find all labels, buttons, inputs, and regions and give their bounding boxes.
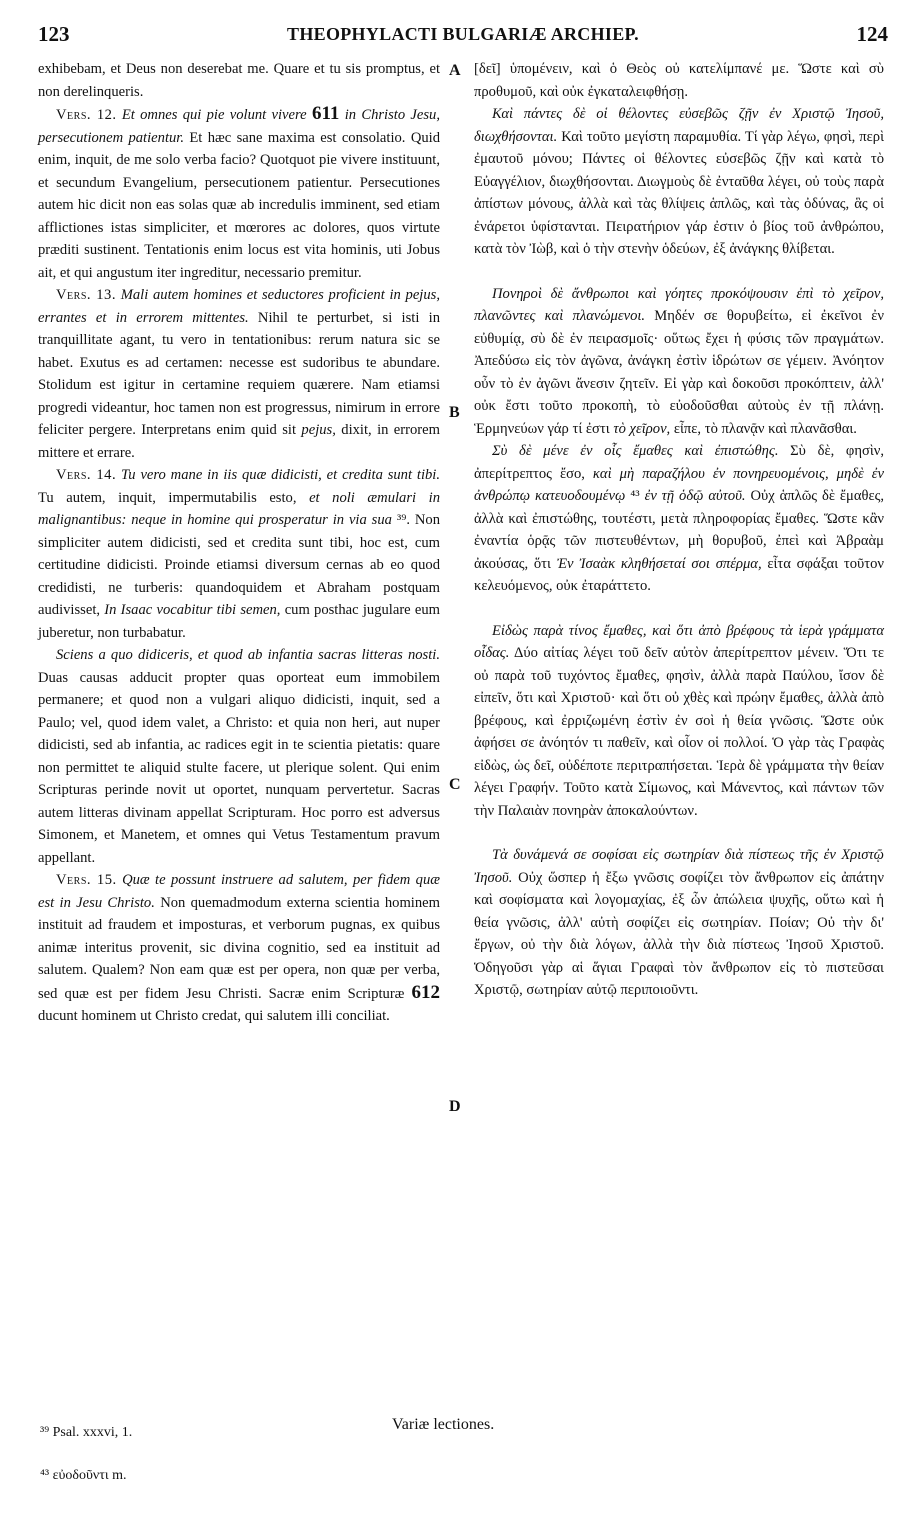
latin-verse-14: Vers. 14. Tu vero mane in iis quæ didicisti, et credita sunt tibi. Tu autem, inquit, impermutabilis esto, et noli æmulari in malignantibus: neque in homine qui prosperatur in via sua ³⁹. Non simpliciter autem didicisti, sed et credita sunt tibi, hoc est, cum certitudine didicisti. Proinde etiamsi diversum cernas ab eo quod credidisti, ne turberis: quandoquidem et Abraham postquam audivisset, In Isaac vocabitur tibi semen, cum posthac jugulare eum juberetur, non turbabatur.: [38, 467, 441, 641]
footnote-latin: ³⁹ Psal. xxxvi, 1.: [40, 1425, 133, 1440]
greek-verse-14: Σὺ δὲ μένε ἐν οἷς ἔμαθες καὶ ἐπιστώθης. Σὺ δὲ, φησὶν, ἀπερίτρεπτος ἔσο, καὶ μὴ παραζήλου ἐν πονηρευομένοις, μηδὲ ἐν ἀνθρώπῳ κατευοδουμένῳ ⁴³ ἐν τῇ ὁδῷ αὐτοῦ. Οὐχ ἁπλῶς δὲ ἔμαθες, ἀλλὰ καὶ ἐπιστώθης, τουτέστι, μετὰ πληροφορίας ἔμαθες. Ὥστε κἂν ἐναντία ὁρᾷς τῶν πιστευθέντων, μὴ θορυβοῦ, ἐπεὶ καὶ Ἀβραὰμ ἀκούσας, ὅτι Ἐν Ἰσαὰκ κληθήσεταί σοι σπέρμα, εἶτα σφάξαι τοῦτον κελευόμενος, οὐκ ἐταράττετο.: [474, 443, 885, 594]
footnote-ref: ³⁹: [396, 512, 407, 528]
greek-verse-15: Τὰ δυνάμενά σε σοφίσαι εἰς σωτηρίαν διὰ πίστεως τῆς ἐν Χριστῷ Ἰησοῦ. Οὐχ ὥσπερ ἡ ἔξω γνῶσις σοφίζει τὸν ἄνθρωπον εἰς ἀπάτην καὶ σοφίσματα καὶ λογομαχίας, ἐξ ὧν ἀπώλεια ψυχῆς, οὕτω καὶ ἡ θεία γνῶσις, ἀλλ' αὐτὴ σοφίζει εἰς σωτηρίαν. Ποίαν; Οὐ τὴν δι' ἔργων, οὐ τὴν διὰ λόγων, ἀλλὰ τὴν διὰ πίστεως Ἰησοῦ Χριστοῦ. Ὁδηγοῦσι γὰρ αἱ ἅγιαι Γραφαὶ τὸν ἄνθρωπον εἰς τὸ πιστεῦσαι Χριστῷ, σωτηρίαν αὐτῷ περιποιοῦντι.: [474, 847, 884, 998]
latin-sciens: Sciens a quo didiceris, et quod ab infantia sacras litteras nosti. Duas causas adducit propter quas oporteat eum immobilem permanere; et quod non a vulgari aliquo didicisti, inquit, sed a Paulo; vel, quod idem valet, a Christo: et quia non heri, aut nuper didicisti, sed ab infantia, ac radices egit in te scientia pietatis: quare non permittet te aliquid stulte facere, ut plerique solent. Qui enim Scripturas perinde novit ut oportet, nunquam pervertetur. Sacras autem litteras divinam appellat Scripturam. Hoc porro est adversus Simonem, et Manetem, et omnes qui Vetus Testamentum pravum appellant.: [38, 647, 440, 866]
latin-verse-13: Vers. 13. Mali autem homines et seductores proficient in pejus, errantes et in errorem mittentes. Nihil te perturbet, si isti in tranquillitate agant, tu vero in tentationibus: rerum natura sic se habet. Exutus es ad certamen: necesse est sudoribus te abundare. Stolidum est igitur in certamine requiem quærere. Nam etiamsi progredi videantur, hoc tamen non est progressus, nimirum in errore feliciter pergere. Interpretans enim quid sit pejus, dixit, in errorem mittere et errare.: [38, 287, 441, 461]
greek-column: [474, 58, 884, 1002]
margin-letter-b: B: [449, 404, 460, 421]
page-number-right: 124: [856, 22, 888, 46]
column-number-612: 612: [411, 981, 440, 1003]
margin-letter-d: D: [449, 1098, 461, 1115]
page-number-left: 123: [38, 22, 70, 46]
greek-verse-13: Πονηροὶ δὲ ἄνθρωποι καὶ γόητες προκόψουσιν ἐπὶ τὸ χεῖρον, πλανῶντες καὶ πλανώμενοι. Μηδέν σε θορυβείτω, εἰ ἐκεῖνοι ἐν εὐθυμίᾳ, σὺ δὲ ἐν πειρασμοῖς· οὕτως ἔχει ἡ φύσις τῶν πραγμάτων. Ἀπεδύσω εἰς τὸν ἀγῶνα, ἀνάγκη ἐστὶν ἱδρώτων σε γέμειν. Ἀνόητον οὖν τὸ ἐν ἀγῶνι ἄνεσιν ζητεῖν. Εἰ γὰρ καὶ δοκοῦσι προκόπτειν, ἀλλ' οὐκ ἔστι τοῦτο προκοπὴ, τὸ εὐοδοῦσθαι αὐτοὺς ἐν τῇ πλάνῃ. Ἑρμηνεύων γάρ τί ἐστι τὸ χεῖρον, εἶπε, τὸ πλανᾷν καὶ πλανᾶσθαι.: [474, 285, 885, 437]
margin-letter-a: A: [449, 62, 461, 79]
greek-eidos: Εἰδὼς παρὰ τίνος ἔμαθες, καὶ ὅτι ἀπὸ βρέφους τὰ ἱερὰ γράμματα οἶδας. Δύο αἰτίας λέγει τοῦ δεῖν αὐτὸν ἀπερίτρεπτον μένειν. Ὅτι τε οὐ παρὰ τοῦ τυχόντος ἔμαθες, φησὶν, ἀλλὰ παρὰ Παύλου, ἴσον δὲ εἰπεῖν, ὅτι καὶ Χριστοῦ· καὶ ὅτι οὐ χθὲς καὶ πρώην ἔμαθες, ἀλλὰ ἀπὸ βρέφους, καὶ ἐρριζωμένη ἐστὶν ἐν σοὶ ἡ θεία γνῶσις. Ὥστε οὐκ ἀφήσει σε ἀνόητόν τι παθεῖν, καὶ οἷον οἱ πολλοί. Ὁ γὰρ τὰς Γραφὰς εἰδὼς, ὡς δεῖ, οὐδέποτε περιτραπήσεται. Ἱερὰ δὲ γράμματα τὴν θείαν λέγει Γραφήν. Τοῦτο κατὰ Σίμωνος, καὶ Μάνεντος, καὶ πάντων τῶν τὴν Παλαιὰν πονηρὰν ἀποκαλούντων.: [474, 622, 885, 819]
variae-lectiones-heading: Variæ lectiones.: [392, 1416, 495, 1433]
greek-paragraph: [δεῖ] ὑπομένειν, καὶ ὁ Θεὸς οὐ κατελίμπανέ με. Ὥστε καὶ σὺ προθυμοῦ, καὶ οὐκ ἐγκαταλειφθήσῃ.: [474, 61, 884, 100]
running-title: THEOPHYLACTI BULGARIÆ ARCHIEP.: [287, 24, 639, 44]
column-number-611: 611: [311, 103, 340, 124]
margin-letter-c: C: [449, 776, 461, 793]
latin-verse-12: Vers. 12. Et omnes qui pie volunt vivere 611 in Christo Jesu, persecutionem patientur. Et hæc sane maxima est consolatio. Quid enim, inquit, de me solo verba facio? Quotquot pie vivere instituunt, et secundum Evangelium, persecutionem patientur. Persecutiones autem hic dicit non eas solas quæ ab incredulis imminent, sed etiam afflictiones istas simpliciter, et mœrores ac dolores, quos virtute præditi sustinent. Tentationis enim locus est vita hominis, uti Jobus ait, et qui angustum iter ingreditur, necessario premitur.: [38, 103, 441, 281]
footnote-ref: ⁴³: [630, 488, 640, 504]
footnote-greek: ⁴³ εὐοδοῦντι m.: [40, 1468, 127, 1483]
latin-column: [38, 58, 440, 1028]
greek-verse-12: Καὶ πάντες δὲ οἱ θέλοντες εὐσεβῶς ζῇν ἐν Χριστῷ Ἰησοῦ, διωχθήσονται. Καὶ τοῦτο μεγίστη παραμυθία. Τί γὰρ λέγω, φησὶ, περὶ ἐμαυτοῦ μόνου; Πάντες οἱ θέλοντες εὐσεβῶς ζῇν καὶ κατὰ τὸ Εὐαγγέλιον, διωχθήσονται. Διωγμοὺς δὲ ἐνταῦθα λέγει, οὐ τοὺς παρὰ ἀπίστων μόνους, ἀλλὰ καὶ τὰς θλίψεις ἁπλῶς, καὶ τὰς ὀδύνας, ἃς οἱ ἐνάρετοι ὑφίστανται. Πειρατήριον γάρ ἐστιν ὁ βίος τοῦ ἀνθρώπου, κατὰ τὸν Ἰὼβ, καὶ ὁ τὴν στενὴν ὁδεύων, ἐξ ἀνάγκης θλίβεται.: [474, 106, 884, 257]
latin-paragraph: exhibebam, et Deus non deserebat me. Quare et tu sis promptus, et non derelinqueris.: [38, 61, 440, 100]
page-header: [38, 22, 888, 52]
latin-verse-15: Vers. 15. Quæ te possunt instruere ad salutem, per fidem quæ est in Jesu Christo. Non quemadmodum externa scientia hominem instituit ad fraudem et imposturas, et verborum pugnas, ex quibus animæ interitus provenit, sic divina cognitio, sed ea instituit ad salutem. Qualem? Non eam quæ est per opera, non quæ per verba, sed quæ est per fidem Jesu Christi. Sacræ enim Scripturæ 612 ducunt hominem ut Christo credat, qui salutem illi conciliat.: [38, 872, 440, 1024]
